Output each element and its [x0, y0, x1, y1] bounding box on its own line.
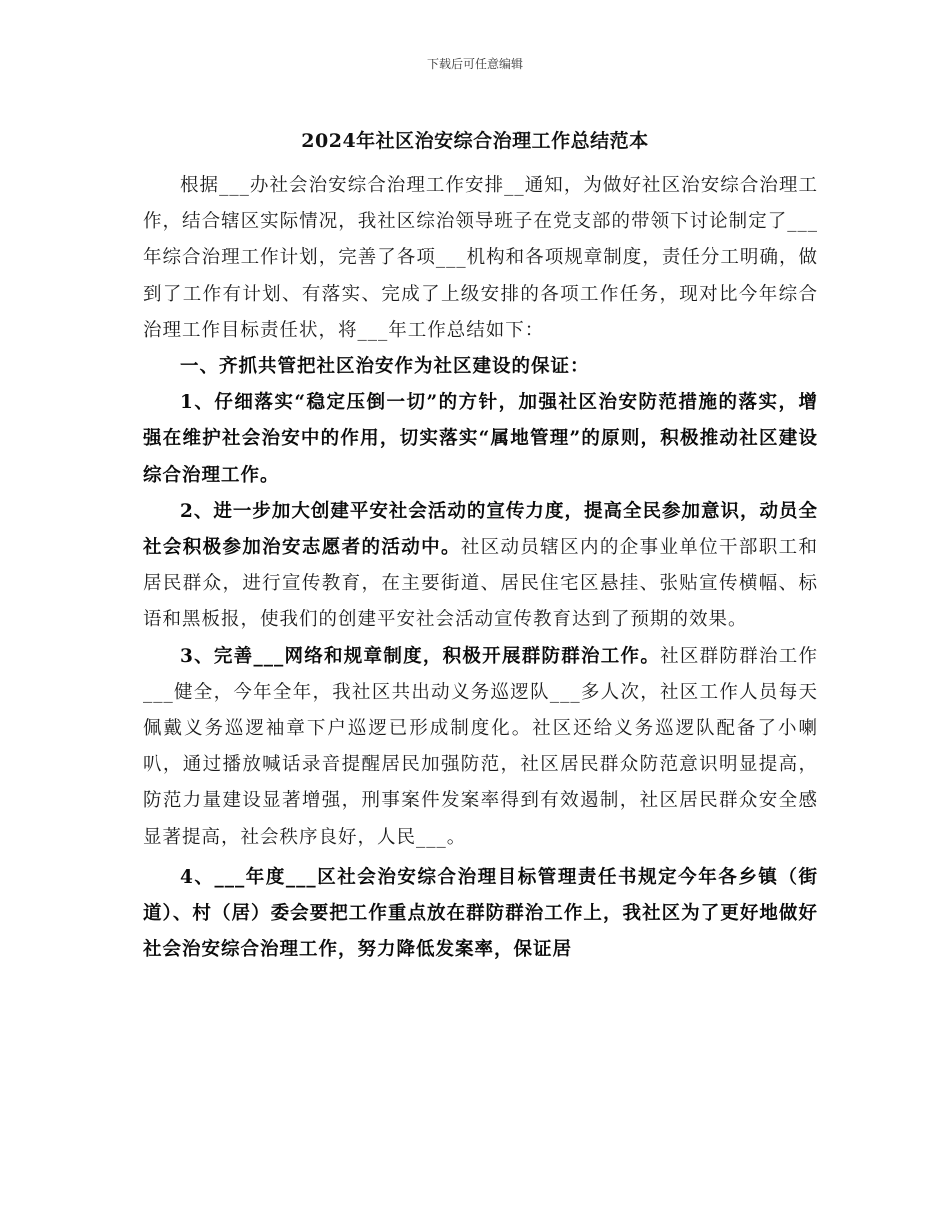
document-body — [143, 168, 818, 968]
paragraph-intro — [143, 168, 818, 349]
paragraph-item-1 — [143, 385, 818, 494]
paragraph-bold-text: 一、齐抓共管把社区治安作为社区建设的保证： — [180, 356, 590, 378]
paragraph-item-2 — [143, 494, 818, 639]
paragraph-text: 社区动员辖区内的企事业单位干部职工和居民群众，进行宣传教育，在主要街道、居民住宅区悬挂、张贴宣传横幅、标语和黑板报，使我们的创建平安社会活动宣传教育达到了预期的效果。 — [143, 537, 818, 631]
paragraph-item-3 — [143, 639, 818, 856]
paragraph-bold-text: 1、仔细落实“稳定压倒一切”的方针，加强社区治安防范措施的落实，增强在维护社会治安中的作用，切实落实“属地管理”的原则，积极推动社区建设综合治理工作。 — [143, 392, 818, 486]
document-title: 2024年社区治安综合治理工作总结范本 — [301, 130, 649, 152]
paragraph-item-4 — [143, 860, 818, 969]
paragraph-bold-text: 3、完善___网络和规章制度，积极开展群防群治工作。 — [180, 645, 661, 667]
paragraph-bold-text: 4、___年度___区社会治安综合治理目标管理责任书规定今年各乡镇（街道）、村（居）委会要把工作重点放在群防群治工作上，我社区为了更好地做好社会治安综合治理工作，努力降低发案率，保证居 — [143, 866, 818, 961]
page-header: 下载后可任意编辑 — [426, 57, 523, 71]
section-heading-1 — [143, 349, 818, 385]
paragraph-text: 社区群防群治工作___健全，今年全年，我社区共出动义务巡逻队___多人次，社区工作人员每天佩戴义务巡逻袖章下户巡逻已形成制度化。社区还给义务巡逻队配备了小喇叭，通过播放喊话录音提醒居民加强防范，社区居民群众防范意识明显提高，防范力量建设显著增强，刑事案件发案率得到有效遏制，社区居民群众安全感显著提高，社会秩序良好，人民___。 — [143, 645, 818, 848]
paragraph-bold-text: 2、进一步加大创建平安社会活动的宣传力度，提高全民参加意识，动员全社会积极参加治安志愿者的活动中。 — [143, 500, 818, 559]
paragraph-text: 根据___办社会治安综合治理工作安排__通知，为做好社区治安综合治理工作，结合辖区实际情况，我社区综治领导班子在党支部的带领下讨论制定了___年综合治理工作计划，完善了各项___机构和各项规章制度，责任分工明确，做到了工作有计划、有落实、完成了上级安排的各项工作任务，现对比今年综合治理工作目标责任状，将___年工作总结如下： — [143, 175, 818, 341]
